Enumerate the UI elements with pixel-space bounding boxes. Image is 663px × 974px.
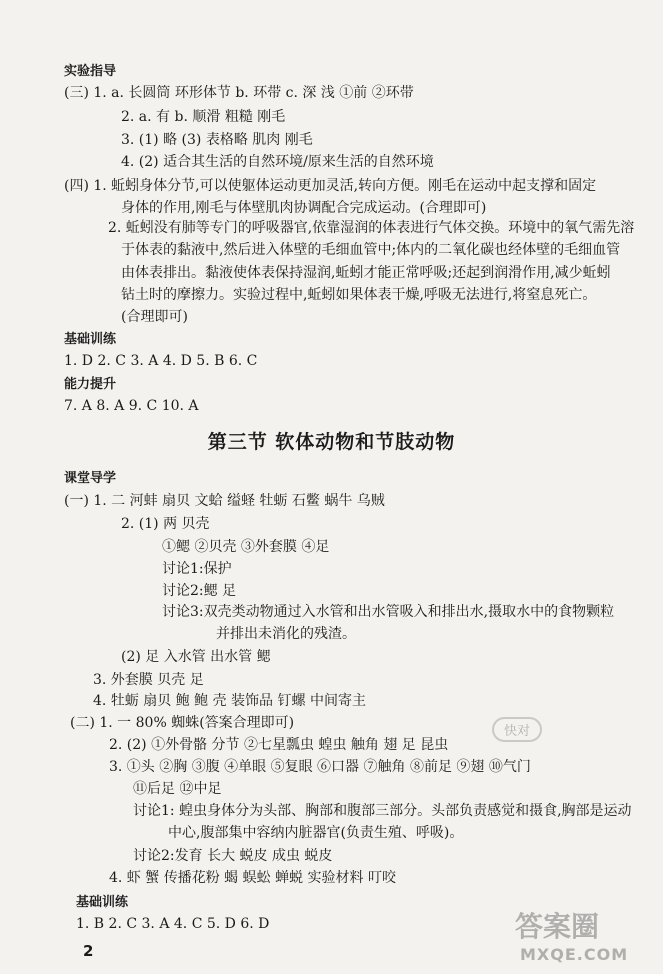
text-line: (二) 1. 一 80% 蜘蛛(答案合理即可) — [70, 715, 295, 731]
text-line: 讨论3:双壳类动物通过入水管和出水管吸入和排出水,摄取水中的食物颗粒 — [162, 604, 615, 620]
answers-line: 1. D 2. C 3. A 4. D 5. B 6. C — [64, 353, 258, 369]
answers-line: 1. B 2. C 3. A 4. C 5. D 6. D — [76, 916, 270, 932]
text-line: 钻土时的摩擦力。实验过程中,蚯蚓如果体表干燥,呼吸无法进行,将窒息死亡。 — [121, 287, 597, 303]
heading-jichu-xunlian: 基础训练 — [64, 332, 117, 347]
text-line: 2. (1) 两 贝壳 — [121, 516, 210, 532]
text-line: 2. a. 有 b. 顺滑 粗糙 刚毛 — [121, 109, 286, 125]
text-line: 由体表排出。黏液使体表保持湿润,蚯蚓才能正常呼吸;还起到润滑作用,减少蚯蚓 — [121, 265, 611, 281]
text-line: 身体的作用,刚毛与体壁肌肉协调配合完成运动。(合理即可) — [121, 200, 487, 216]
heading-ketang-daoxue: 课堂导学 — [64, 471, 117, 486]
text-line: 中心,腹部集中容纳内脏器官(负责生殖、呼吸)。 — [168, 825, 464, 841]
text-line: 于体表的黏液中,然后进入体壁的毛细血管中;体内的二氧化碳也经体壁的毛细血管 — [121, 242, 621, 258]
text-line: 讨论1: 蝗虫身体分为头部、胸部和腹部三部分。头部负责感觉和摄食,胸部是运动 — [133, 803, 632, 819]
heading-nengli-tisheng: 能力提升 — [64, 377, 117, 392]
text-line: 4. 虾 蟹 传播花粉 蝎 蜈蚣 蝉蜕 实验材料 叮咬 — [109, 870, 396, 886]
heading-shiyan-zhidao: 实验指导 — [64, 64, 117, 79]
text-line: 3. 外套膜 贝壳 足 — [93, 672, 204, 688]
page-number: 2 — [83, 942, 94, 960]
text-line: (四) 1. 蚯蚓身体分节,可以使躯体运动更加灵活,转向方便。刚毛在运动中起支撑和固定 — [64, 178, 597, 194]
text-line: 3. ①头 ②胸 ③腹 ④单眼 ⑤复眼 ⑥口器 ⑦触角 ⑧前足 ⑨翅 ⑩气门 — [109, 759, 531, 775]
text-line: 4. (2) 适合其生活的自然环境/原来生活的自然环境 — [121, 154, 434, 170]
text-line: 讨论2:鳃 足 — [162, 583, 237, 599]
section-title: 第三节 软体动物和节肢动物 — [207, 431, 456, 453]
watermark-stamp: 快对 — [492, 717, 542, 742]
watermark-brand: 答案圈 — [515, 910, 600, 943]
text-line: (2) 足 入水管 出水管 鳃 — [121, 649, 271, 665]
text-line: (合理即可) — [121, 309, 188, 325]
text-line: ①鳃 ②贝壳 ③外套膜 ④足 — [162, 539, 330, 555]
text-line: (三) 1. a. 长圆筒 环形体节 b. 环带 c. 深 浅 ①前 ②环带 — [64, 85, 414, 101]
text-line: 4. 牡蛎 扇贝 鲍 鲍 壳 装饰品 钉螺 中间寄主 — [93, 693, 366, 709]
text-line: ⑪后足 ⑫中足 — [133, 781, 222, 797]
text-line: 2. (2) ①外骨骼 分节 ②七星瓢虫 蝗虫 触角 翅 足 昆虫 — [109, 737, 449, 753]
text-line: 2. 蚯蚓没有肺等专门的呼吸器官,依靠湿润的体表进行气体交换。环境中的氧气需先溶 — [108, 220, 635, 236]
text-line: (一) 1. 二 河蚌 扇贝 文蛤 缢蛏 牡蛎 石鳖 蜗牛 乌贼 — [64, 493, 385, 509]
watermark-url: MXQE.COM — [520, 945, 629, 964]
heading-jichu-xunlian-2: 基础训练 — [76, 895, 129, 910]
text-line: 并排出未消化的残渣。 — [216, 626, 356, 642]
text-line: 讨论2:发育 长大 蜕皮 成虫 蜕皮 — [133, 848, 333, 864]
text-line: 3. (1) 略 (3) 表格略 肌肉 刚毛 — [121, 132, 313, 148]
text-line: 讨论1:保护 — [162, 561, 232, 577]
answers-line: 7. A 8. A 9. C 10. A — [64, 398, 199, 414]
